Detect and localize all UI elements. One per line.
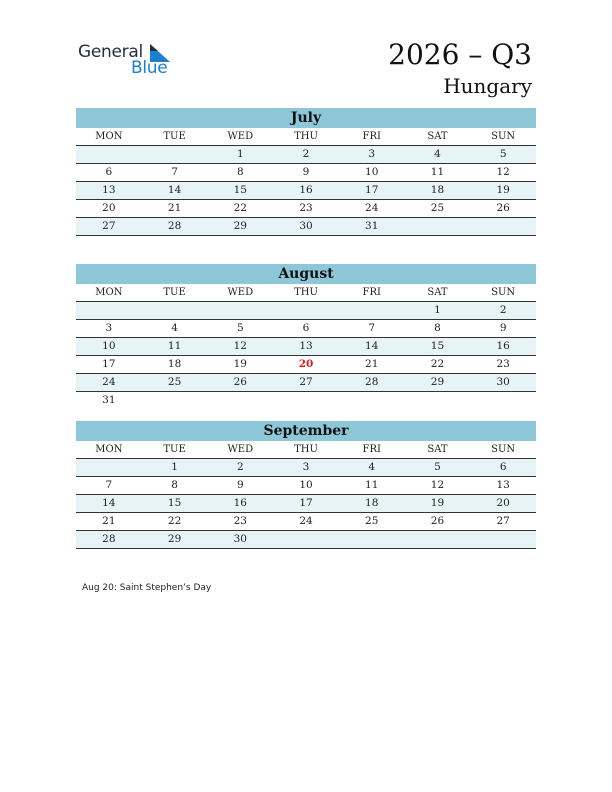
weekday-label: THU — [294, 131, 318, 142]
page-title: 2026 – Q3 — [388, 38, 532, 71]
day-cell: 17 — [102, 358, 116, 370]
day-cell: 16 — [233, 497, 247, 509]
day-cell: 11 — [430, 166, 445, 178]
month-august — [76, 264, 536, 409]
day-cell: 17 — [365, 184, 379, 196]
day-cell — [76, 146, 142, 163]
day-cell: 20 — [102, 202, 116, 214]
day-cell — [273, 302, 339, 319]
weekday-label: WED — [227, 444, 254, 455]
holiday-note: Aug 20: Saint Stephen’s Day — [82, 583, 212, 593]
day-cell: 13 — [496, 479, 510, 491]
day-cell — [142, 302, 208, 319]
weekday-label: SUN — [491, 131, 516, 142]
weekday-label: MON — [95, 444, 123, 455]
weekday-label: MON — [95, 131, 123, 142]
day-cell: 15 — [233, 184, 247, 196]
day-cell: 3 — [368, 148, 376, 160]
day-cell: 12 — [430, 479, 445, 491]
week-row — [76, 374, 536, 392]
day-cell: 26 — [430, 515, 445, 527]
weekday-label: TUE — [163, 131, 186, 142]
week-row — [76, 477, 536, 495]
weekday-header-row — [76, 284, 536, 302]
week-row — [76, 320, 536, 338]
day-cell — [207, 302, 273, 319]
day-cell: 19 — [496, 184, 510, 196]
day-cell — [142, 146, 208, 163]
weekday-header-row — [76, 441, 536, 459]
day-cell: 12 — [496, 166, 510, 178]
day-cell: 29 — [233, 220, 247, 232]
country-name: Hungary — [443, 74, 532, 98]
day-cell: 17 — [299, 497, 313, 509]
weekday-label: THU — [294, 287, 318, 298]
day-cell — [76, 302, 142, 319]
day-cell: 8 — [171, 479, 178, 491]
day-cell: 6 — [302, 322, 310, 334]
day-cell: 7 — [368, 322, 376, 334]
day-cell: 12 — [233, 340, 247, 352]
week-row — [76, 146, 536, 164]
day-cell: 18 — [430, 184, 445, 196]
week-row — [76, 495, 536, 513]
day-cell: 22 — [167, 515, 182, 527]
day-cell: 11 — [167, 340, 182, 352]
day-cell: 14 — [365, 340, 379, 352]
day-cell: 1 — [434, 304, 441, 316]
day-cell — [273, 392, 339, 409]
day-cell: 28 — [167, 220, 182, 232]
day-cell: 14 — [167, 184, 182, 196]
day-cell: 10 — [102, 340, 116, 352]
day-cell: 22 — [430, 358, 445, 370]
week-row — [76, 338, 536, 356]
day-cell: 10 — [365, 166, 379, 178]
day-cell: 6 — [105, 166, 113, 178]
day-cell: 19 — [430, 497, 445, 509]
day-cell: 7 — [171, 166, 178, 178]
week-row — [76, 459, 536, 477]
day-cell: 31 — [102, 394, 116, 406]
day-cell: 8 — [434, 322, 441, 334]
day-cell: 20 — [496, 497, 510, 509]
week-row — [76, 218, 536, 236]
weekday-label: WED — [227, 131, 254, 142]
day-cell: 21 — [365, 358, 379, 370]
day-cell: 21 — [167, 202, 182, 214]
day-cell: 9 — [236, 479, 244, 491]
day-cell: 18 — [167, 358, 182, 370]
day-cell: 23 — [299, 202, 313, 214]
weekday-label: SAT — [427, 131, 448, 142]
day-cell: 7 — [105, 479, 113, 491]
week-row — [76, 513, 536, 531]
day-cell: 25 — [365, 515, 379, 527]
day-cell: 24 — [102, 376, 116, 388]
week-row — [76, 356, 536, 374]
week-row — [76, 392, 536, 409]
week-row — [76, 302, 536, 320]
day-cell: 15 — [167, 497, 182, 509]
week-row — [76, 531, 536, 549]
day-cell: 28 — [365, 376, 379, 388]
day-cell: 25 — [167, 376, 182, 388]
day-cell: 5 — [236, 322, 244, 334]
day-cell: 19 — [233, 358, 247, 370]
day-cell — [405, 218, 471, 235]
day-cell: 16 — [496, 340, 510, 352]
day-cell — [339, 302, 405, 319]
day-cell: 24 — [299, 515, 313, 527]
day-cell — [76, 459, 142, 476]
month-header: August — [76, 264, 536, 284]
weekday-label: TUE — [163, 444, 186, 455]
day-cell: 4 — [434, 148, 441, 160]
day-cell: 26 — [233, 376, 247, 388]
day-cell: 27 — [102, 220, 116, 232]
day-cell: 26 — [496, 202, 510, 214]
weekday-label: SUN — [491, 444, 516, 455]
generalblue-logo — [78, 42, 188, 82]
logo-text-general: General — [78, 42, 143, 62]
day-cell: 14 — [102, 497, 116, 509]
day-cell: 27 — [496, 515, 510, 527]
day-cell: 23 — [496, 358, 510, 370]
weekday-label: SAT — [427, 287, 448, 298]
day-cell — [405, 392, 471, 409]
day-cell — [207, 392, 273, 409]
weekday-header-row — [76, 128, 536, 146]
day-cell: 29 — [430, 376, 445, 388]
day-cell: 13 — [102, 184, 116, 196]
day-cell: 2 — [499, 304, 507, 316]
weekday-label: FRI — [362, 444, 381, 455]
day-cell: 2 — [302, 148, 310, 160]
week-row — [76, 182, 536, 200]
day-cell: 30 — [299, 220, 313, 232]
day-cell: 31 — [365, 220, 379, 232]
day-cell — [405, 531, 471, 548]
weekday-label: SUN — [491, 287, 516, 298]
week-row — [76, 164, 536, 182]
day-cell: 5 — [434, 461, 441, 473]
day-cell — [142, 392, 208, 409]
day-cell: 30 — [233, 533, 247, 545]
month-header: July — [76, 108, 536, 128]
day-cell — [470, 218, 536, 235]
day-cell: 30 — [496, 376, 510, 388]
day-cell: 6 — [499, 461, 507, 473]
holiday-day-cell: 20 — [298, 358, 314, 370]
day-cell: 4 — [368, 461, 376, 473]
weekday-label: MON — [95, 287, 123, 298]
day-cell: 27 — [299, 376, 313, 388]
day-cell: 25 — [430, 202, 445, 214]
day-cell: 29 — [167, 533, 182, 545]
weekday-label: WED — [227, 287, 254, 298]
week-row — [76, 200, 536, 218]
day-cell: 4 — [171, 322, 178, 334]
weekday-label: FRI — [362, 287, 381, 298]
logo-text-blue: Blue — [131, 58, 168, 78]
day-cell: 3 — [105, 322, 113, 334]
day-cell: 10 — [299, 479, 313, 491]
day-cell: 2 — [236, 461, 244, 473]
day-cell: 15 — [430, 340, 445, 352]
day-cell: 22 — [233, 202, 247, 214]
weekday-label: TUE — [163, 287, 186, 298]
day-cell: 11 — [365, 479, 379, 491]
day-cell: 28 — [102, 533, 116, 545]
day-cell: 18 — [365, 497, 379, 509]
day-cell: 5 — [499, 148, 507, 160]
day-cell: 13 — [299, 340, 313, 352]
weekday-label: THU — [294, 444, 318, 455]
month-september — [76, 421, 536, 549]
day-cell: 1 — [171, 461, 178, 473]
day-cell: 9 — [302, 166, 310, 178]
day-cell — [339, 392, 405, 409]
day-cell — [470, 531, 536, 548]
day-cell: 24 — [365, 202, 379, 214]
weekday-label: SAT — [427, 444, 448, 455]
day-cell: 23 — [233, 515, 247, 527]
day-cell: 8 — [236, 166, 244, 178]
month-july — [76, 108, 536, 236]
weekday-label: FRI — [362, 131, 381, 142]
day-cell — [339, 531, 405, 548]
day-cell: 21 — [102, 515, 116, 527]
month-header: September — [76, 421, 536, 441]
day-cell: 3 — [302, 461, 310, 473]
day-cell: 9 — [499, 322, 507, 334]
day-cell: 16 — [299, 184, 313, 196]
day-cell — [273, 531, 339, 548]
day-cell: 1 — [236, 148, 244, 160]
day-cell — [470, 392, 536, 409]
